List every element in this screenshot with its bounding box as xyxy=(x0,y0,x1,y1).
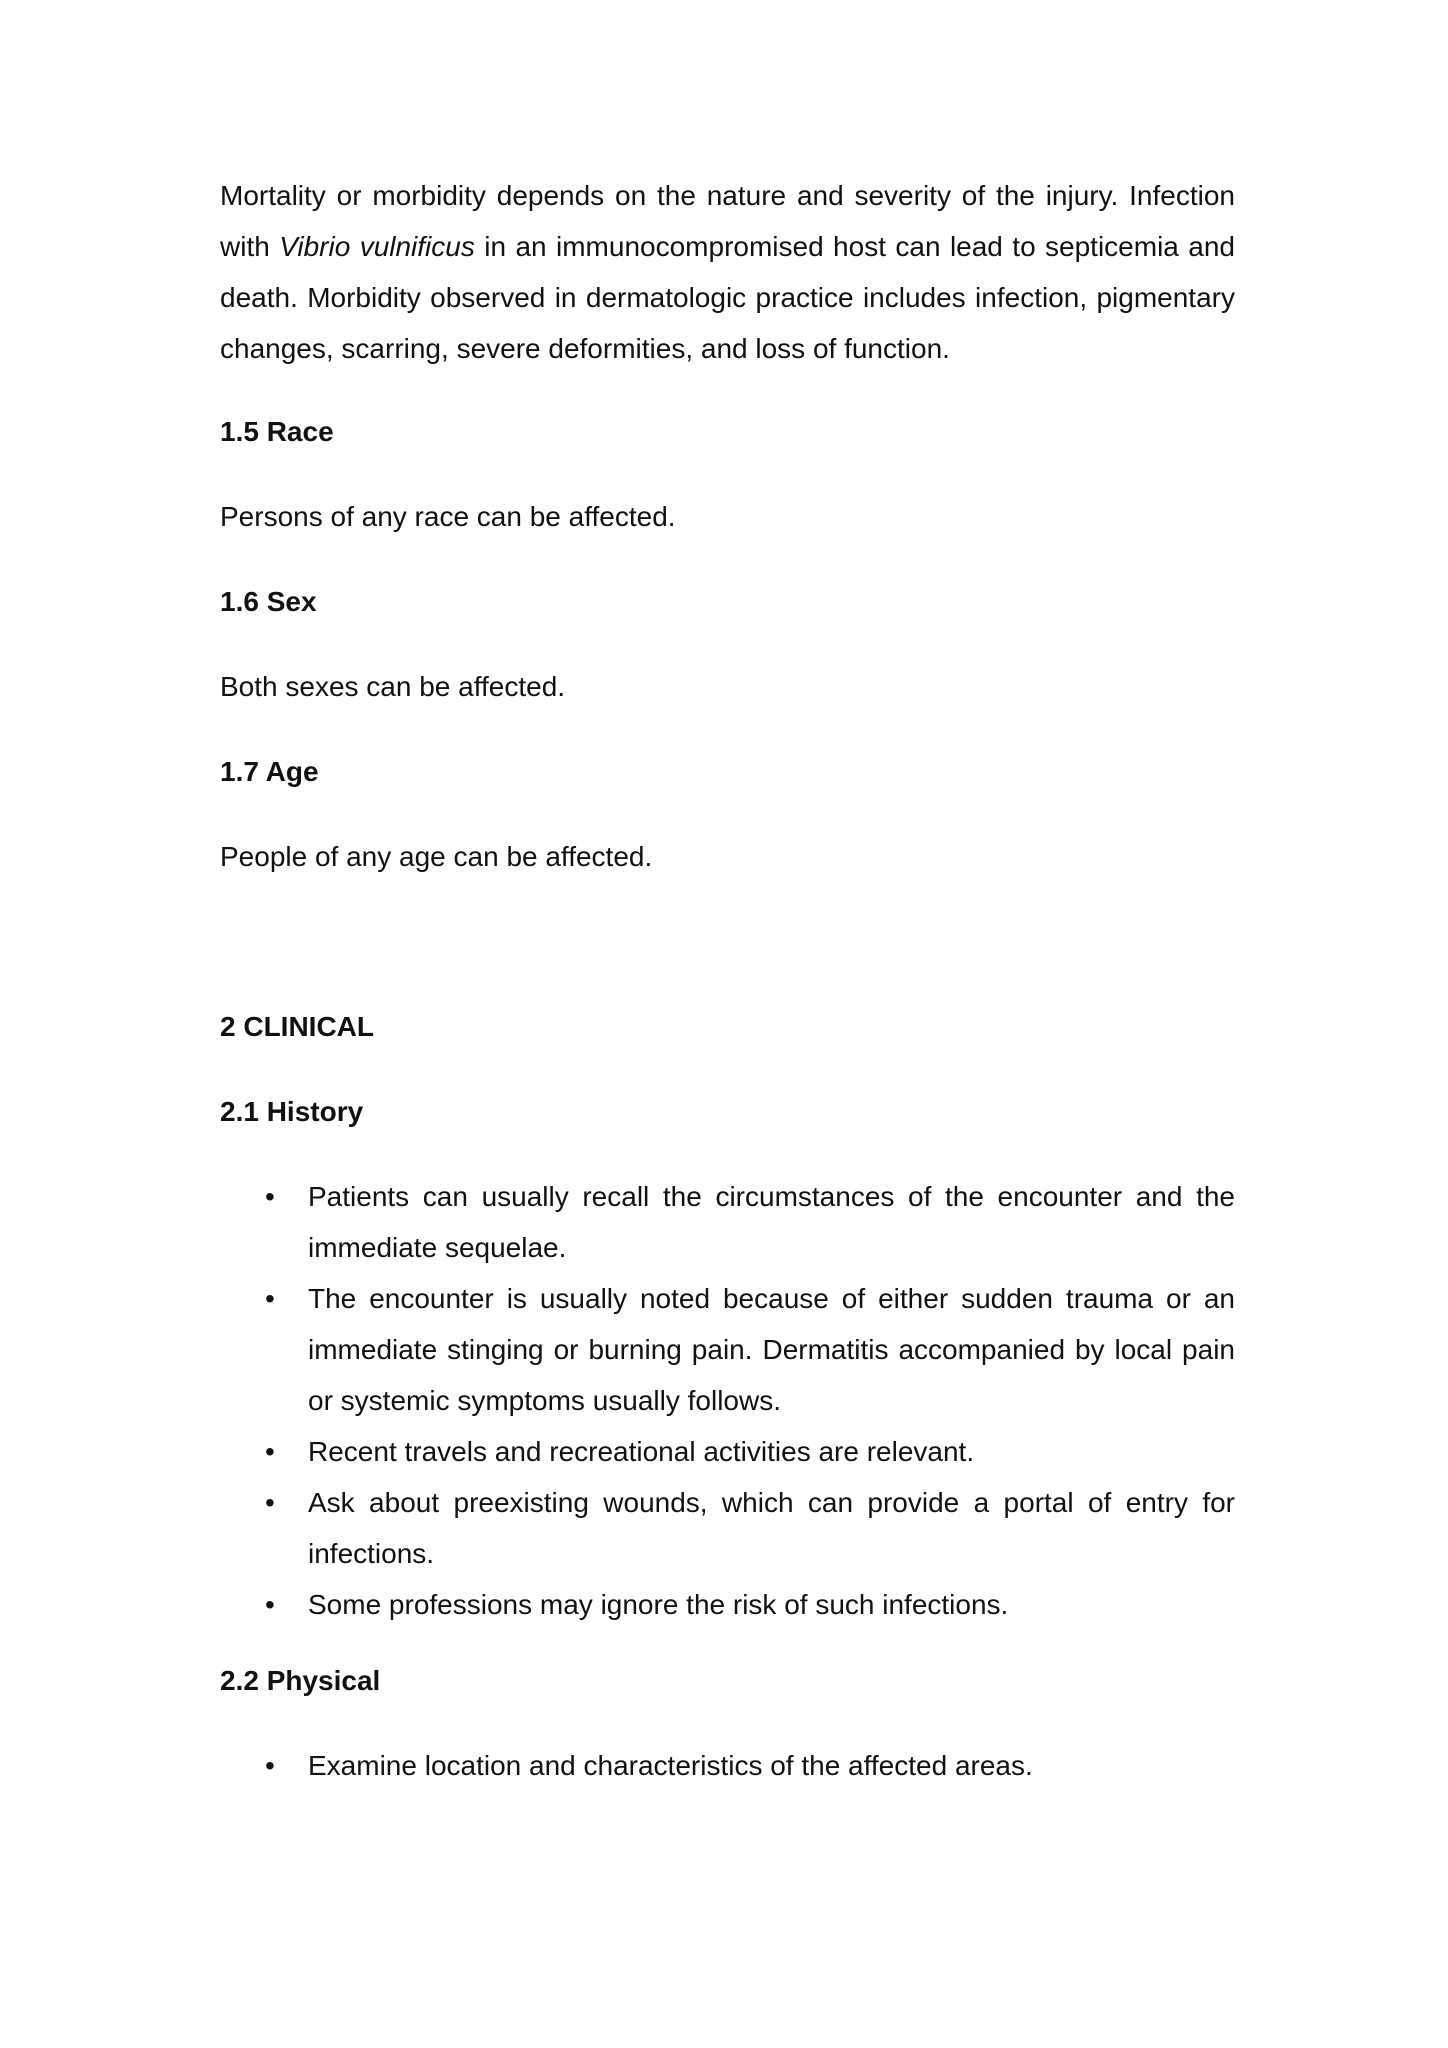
heading-physical: 2.2 Physical xyxy=(220,1665,381,1696)
bullet-icon: • xyxy=(265,1487,275,1518)
intro-paragraph xyxy=(220,170,1235,374)
age-text: People of any age can be affected. xyxy=(220,841,653,872)
list-item: • Ask about preexisting wounds, which can provide a portal of entry for infections. xyxy=(220,1477,1235,1579)
heading-race: 1.5 Race xyxy=(220,416,334,447)
race-text: Persons of any race can be affected. xyxy=(220,501,676,532)
bullet-icon: • xyxy=(265,1181,275,1212)
list-item: • The encounter is usually noted because of either sudden trauma or an immediate stinging or burning pain. Dermatitis accompanied by local pain or systemic symptoms usually follows. xyxy=(220,1273,1235,1426)
heading-history: 2.1 History xyxy=(220,1096,364,1127)
document-page xyxy=(220,170,1235,1791)
intro-text-before: Mortality or morbidity depends on the nature and severity of the injury. Infection with xyxy=(220,180,1235,262)
heading-age: 1.7 Age xyxy=(220,756,319,787)
intro-text-after: in an immunocompromised host can lead to septicemia and death. Morbidity observed in dermatologic practice includes infection, pigmentary changes, scarring, severe deformities, and loss of function. xyxy=(220,231,1235,364)
list-item: • Examine location and characteristics of the affected areas. xyxy=(220,1740,1235,1791)
heading-clinical: 2 CLINICAL xyxy=(220,1011,374,1042)
list-item: • Patients can usually recall the circumstances of the encounter and the immediate sequelae. xyxy=(220,1171,1235,1273)
list-item: • Some professions may ignore the risk of such infections. xyxy=(220,1579,1235,1630)
physical-list xyxy=(220,1740,1235,1791)
sex-text: Both sexes can be affected. xyxy=(220,671,566,702)
history-list xyxy=(220,1171,1235,1630)
list-item: • Recent travels and recreational activities are relevant. xyxy=(220,1426,1235,1477)
bullet-icon: • xyxy=(265,1589,275,1620)
bullet-icon: • xyxy=(265,1436,275,1467)
bullet-icon: • xyxy=(265,1750,275,1781)
heading-sex: 1.6 Sex xyxy=(220,586,317,617)
organism-name: Vibrio vulnificus xyxy=(279,231,475,262)
bullet-icon: • xyxy=(265,1283,275,1314)
